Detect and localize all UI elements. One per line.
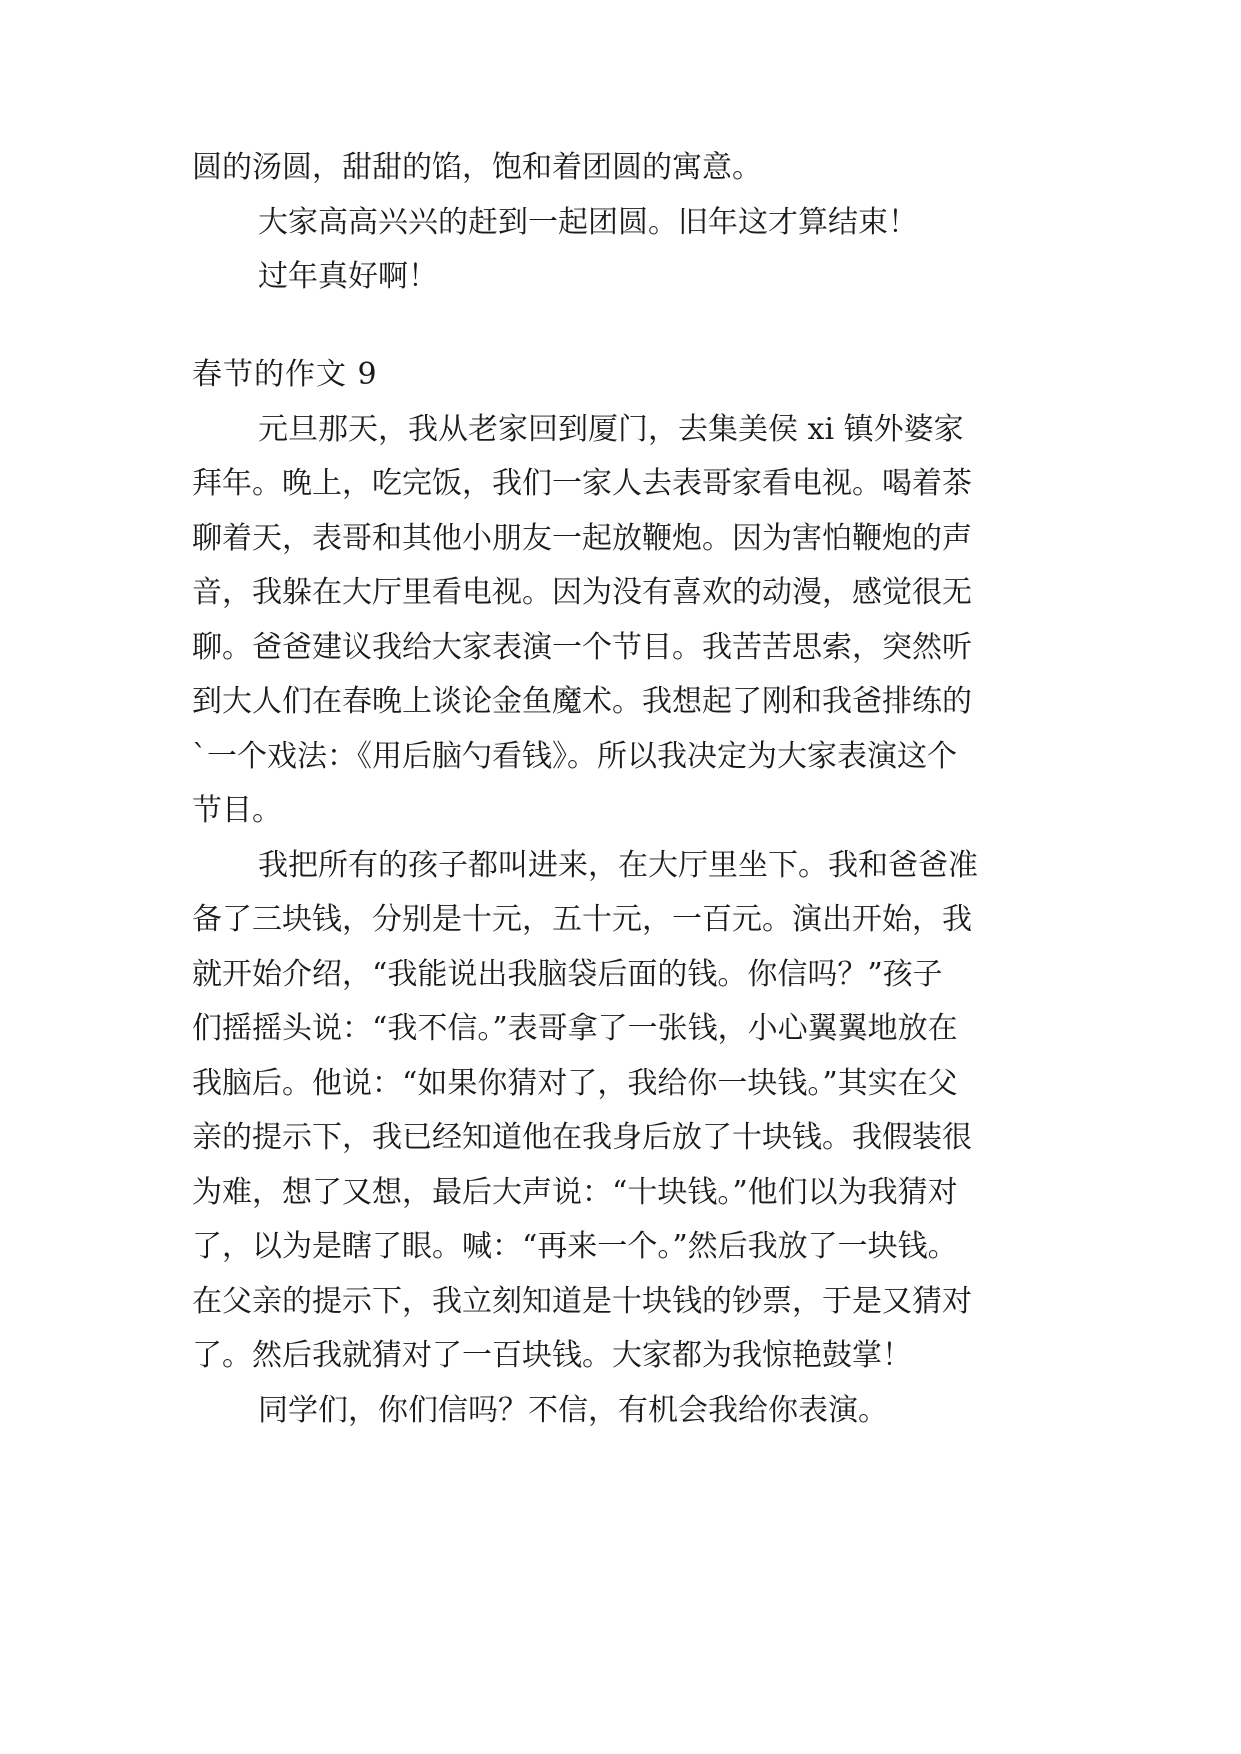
text-line: 元旦那天，我从老家回到厦门，去集美侯 xi 镇外婆家 <box>258 412 964 447</box>
text-line: 过年真好啊！ <box>258 259 438 294</box>
text-line: 我脑后。他说：“如果你猜对了，我给你一块钱。”其实在父 <box>192 1066 958 1101</box>
text-line: 聊。爸爸建议我给大家表演一个节目。我苦苦思索，突然听 <box>192 630 972 665</box>
text-line: 们摇摇头说：“我不信。”表哥拿了一张钱，小心翼翼地放在 <box>192 1011 958 1046</box>
essay-title: 春节的作文 9 <box>192 357 378 392</box>
text-line: 圆的汤圆，甜甜的馅，饱和着团圆的寓意。 <box>192 150 762 185</box>
text-line: 大家高高兴兴的赶到一起团圆。旧年这才算结束！ <box>258 205 918 240</box>
text-line: 为难，想了又想，最后大声说：“十块钱。”他们以为我猜对 <box>192 1175 958 1210</box>
text-line: 备了三块钱，分别是十元，五十元，一百元。演出开始，我 <box>192 902 972 937</box>
text-line: 我把所有的孩子都叫进来，在大厅里坐下。我和爸爸准 <box>258 848 978 883</box>
text-line: 在父亲的提示下，我立刻知道是十块钱的钞票，于是又猜对 <box>192 1284 972 1319</box>
text-line: 节目。 <box>192 793 282 828</box>
text-line: 聊着天，表哥和其他小朋友一起放鞭炮。因为害怕鞭炮的声 <box>192 521 972 556</box>
text-line: 了。然后我就猜对了一百块钱。大家都为我惊艳鼓掌！ <box>192 1338 912 1373</box>
text-line: 拜年。晚上，吃完饭，我们一家人去表哥家看电视。喝着茶 <box>192 466 972 501</box>
text-line: `一个戏法：《用后脑勺看钱》。所以我决定为大家表演这个 <box>192 739 957 774</box>
text-line: 到大人们在春晚上谈论金鱼魔术。我想起了刚和我爸排练的 <box>192 684 972 719</box>
text-line: 了，以为是瞎了眼。喊：“再来一个。”然后我放了一块钱。 <box>192 1229 958 1264</box>
text-line: 亲的提示下，我已经知道他在我身后放了十块钱。我假装很 <box>192 1120 972 1155</box>
text-line: 音，我躲在大厅里看电视。因为没有喜欢的动漫，感觉很无 <box>192 575 972 610</box>
text-line: 同学们，你们信吗？不信，有机会我给你表演。 <box>258 1393 888 1428</box>
text-line: 就开始介绍，“我能说出我脑袋后面的钱。你信吗？”孩子 <box>192 957 943 992</box>
